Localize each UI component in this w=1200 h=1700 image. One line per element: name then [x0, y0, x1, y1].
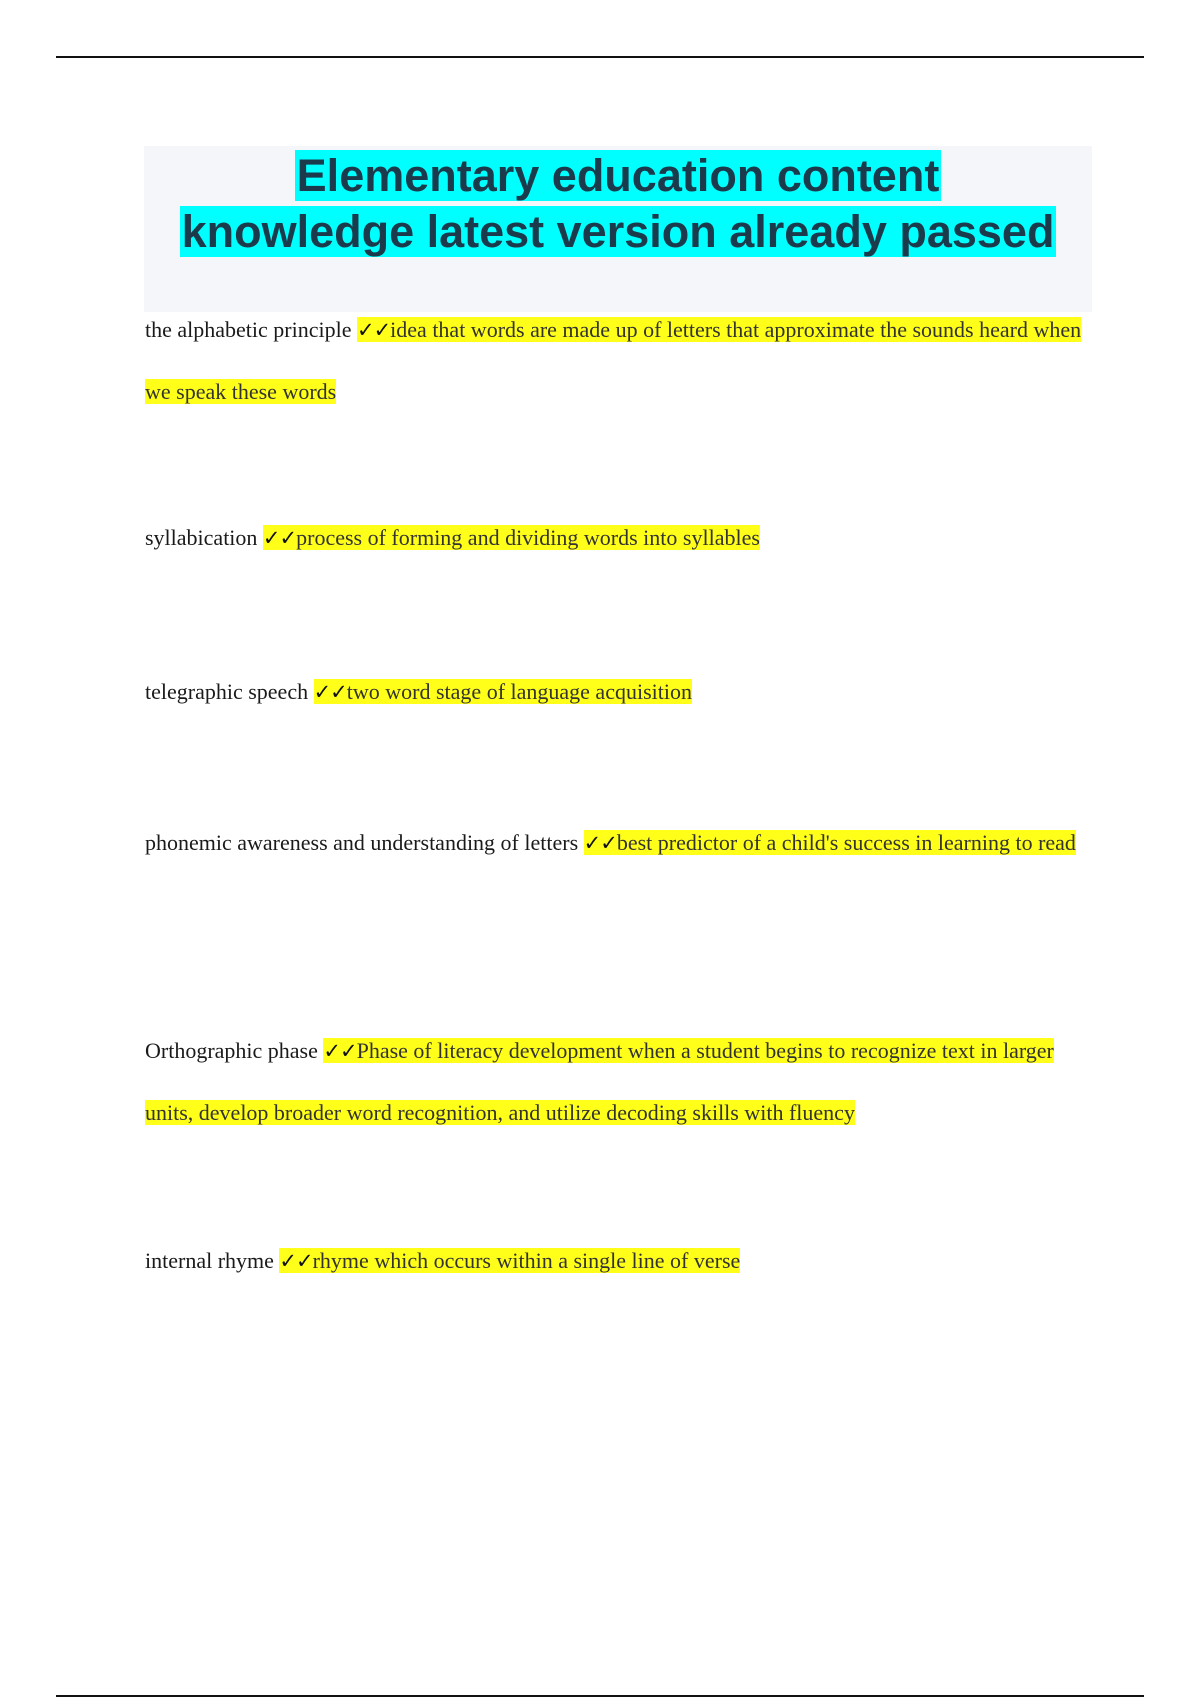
document-title	[144, 146, 1092, 260]
double-check-icon: ✓✓	[279, 1249, 313, 1273]
double-check-icon: ✓✓	[583, 831, 617, 855]
entry-term: Orthographic phase	[145, 1038, 318, 1063]
entry-term: syllabication	[145, 525, 258, 550]
double-check-icon: ✓✓	[313, 680, 347, 704]
entry-definition: rhyme which occurs within a single line of verse	[312, 1248, 741, 1273]
entry	[145, 812, 1095, 874]
entry-definition: idea that words are made up of letters that approximate the sounds heard when we speak these words	[145, 317, 1082, 404]
entry-term: the alphabetic principle	[145, 317, 352, 342]
entry	[145, 1230, 1095, 1292]
entry-term: phonemic awareness and understanding of letters	[145, 830, 579, 855]
top-rule	[56, 56, 1144, 58]
entry	[145, 1020, 1095, 1143]
double-check-icon: ✓✓	[356, 318, 391, 342]
entry	[145, 507, 1095, 569]
entry	[145, 299, 1095, 422]
title-line-1: Elementary education content	[296, 150, 940, 201]
bottom-rule	[56, 1695, 1144, 1697]
entry-definition: process of forming and dividing words into syllables	[296, 525, 760, 550]
entry-definition: Phase of literacy development when a student begins to recognize text in larger units, develop broader word recognition, and utilize decoding skills with fluency	[145, 1038, 1054, 1125]
title-block	[144, 146, 1092, 312]
double-check-icon: ✓✓	[262, 526, 297, 550]
entry-term: internal rhyme	[145, 1248, 274, 1273]
entry-term: telegraphic speech	[145, 679, 309, 704]
entry	[145, 661, 1095, 723]
double-check-icon: ✓✓	[323, 1039, 357, 1063]
title-line-2: knowledge latest version already passed	[181, 206, 1055, 257]
entry-definition: two word stage of language acquisition	[346, 679, 692, 704]
entry-definition: best predictor of a child's success in learning to read	[616, 830, 1076, 855]
